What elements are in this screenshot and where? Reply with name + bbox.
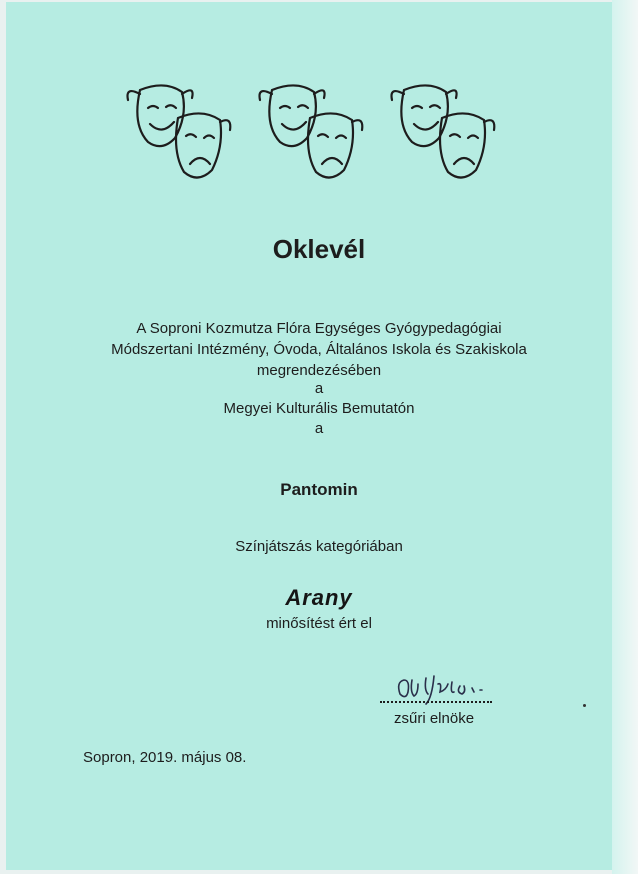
category-text: Színjátszás kategóriában (235, 538, 403, 555)
connector-text: a (314, 380, 324, 397)
jury-chair-label: zsűri elnöke (394, 710, 475, 727)
organizer-line-3: megrendezésében (256, 362, 382, 379)
issue-date: Sopron, 2019. május 08. (83, 749, 247, 766)
award-level: Arany (285, 585, 353, 610)
theatre-masks-row (0, 80, 638, 200)
team-name: Pantomin (280, 480, 358, 499)
theatre-masks-icon (384, 80, 502, 195)
result-text: minősítést ért el (266, 615, 372, 632)
organizer-line-1: A Soproni Kozmutza Flóra Egységes Gyógypedagógiai (136, 320, 502, 337)
theatre-masks-icon (120, 80, 238, 195)
signature-line (380, 699, 492, 703)
organizer-line-2: Módszertani Intézmény, Óvoda, Általános Iskola és Szakiskola (111, 341, 527, 358)
connector-text: a (314, 420, 324, 437)
certificate-title: Oklevél (272, 234, 366, 264)
event-name: Megyei Kulturális Bemutatón (223, 400, 415, 417)
scan-speck (583, 704, 586, 707)
theatre-masks-icon (252, 80, 370, 195)
